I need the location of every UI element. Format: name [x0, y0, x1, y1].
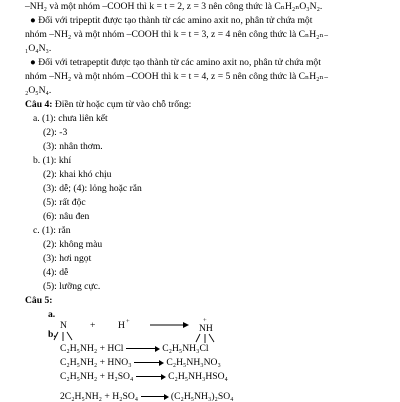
text-line: –NH₂ và một nhóm –COOH thì k = t = 2, z = 3 nên công thức là CₙH₂ₙO₃N₂.: [25, 1, 323, 12]
proton-charge: +: [126, 318, 130, 325]
reaction-equation: [60, 344, 209, 354]
part-a-label: a.: [48, 309, 56, 320]
answer-line: (2): không màu: [43, 239, 103, 250]
text-line: nhóm –NH₂ và một nhóm –COOH thì k = t = 3, z = 4 nên công thức là CₙH₂ₙ₋: [25, 29, 329, 40]
answer-line: (2): khai khó chịu: [43, 169, 112, 180]
plus-sign: +: [90, 320, 96, 331]
answer-line: a. (1): chưa liên kết: [33, 113, 108, 124]
bond-line: [196, 334, 200, 342]
part-b-label: b.: [48, 329, 56, 340]
text-line: ● Đối với tetrapeptit được tạo thành từ các amino axit no, phân tử chứa một: [30, 57, 321, 68]
bond-line: [67, 332, 72, 340]
text-line: ● Đối với tripeptit được tạo thành từ các amino axit no, phân tử chứa một: [30, 15, 313, 26]
bond-line: [209, 334, 214, 342]
answer-line: (3): dễ; (4): lỏng hoặc rắn: [43, 183, 142, 194]
amine-protonation-scheme: [0, 318, 400, 344]
ammonium-group: NH: [199, 323, 213, 334]
reaction-arrow-head: [183, 322, 189, 328]
question-4-title: Câu 4:: [25, 99, 53, 110]
reactants: C₂H₅NH₂ + H₂SO₄: [60, 371, 134, 382]
answer-line: (3): nhân thơm.: [43, 141, 103, 152]
reaction-arrow-icon: [126, 346, 160, 352]
ammonium-charge: +: [203, 318, 207, 324]
nitrogen-atom: N: [60, 320, 67, 331]
answer-line: (2): -3: [43, 127, 68, 138]
answer-line: (3): hơi ngọt: [43, 253, 92, 264]
text-line: ₁O₄N₃.: [25, 43, 52, 54]
question-5-title: Câu 5:: [25, 295, 53, 306]
reaction-equation: [60, 392, 233, 402]
reaction-arrow-icon: [141, 394, 169, 400]
products: C₂H₅NH₃HSO₄: [168, 371, 228, 382]
reaction-equation: [60, 358, 221, 368]
reaction-arrow-icon: [134, 360, 164, 366]
answer-line: (6): nâu đen: [43, 211, 90, 222]
answer-line: b. (1): khí: [33, 155, 72, 166]
text-line: nhóm –NH₂ và một nhóm –COOH thì k = t = 4, z = 5 nên công thức là CₙH₂ₙ₋: [25, 71, 329, 82]
reactants: C₂H₅NH₂ + HNO₃: [60, 357, 132, 368]
reactants: C₂H₅NH₂ + HCl: [60, 343, 124, 354]
products: C₂H₅NH₃NO₃: [166, 357, 221, 368]
reactants: 2C₂H₅NH₂ + H₂SO₄: [60, 391, 139, 402]
products: C₂H₅NH₃Cl: [162, 343, 209, 354]
question-4-heading: [25, 100, 191, 110]
answer-line: (4): dễ: [43, 267, 69, 278]
text-line: ₂O₅N₄.: [25, 85, 52, 96]
reaction-equation: [60, 372, 228, 382]
answer-line: (5): lưỡng cực.: [43, 281, 101, 292]
answer-line: c. (1): rắn: [33, 225, 71, 236]
answer-line: (5): rất độc: [43, 197, 86, 208]
reaction-arrow-icon: [136, 374, 166, 380]
proton-symbol: H: [118, 320, 125, 331]
products: (C₂H₅NH₃)₂SO₄: [170, 391, 234, 402]
question-4-intro: Điền từ hoặc cụm từ vào chỗ trống:: [54, 99, 192, 110]
